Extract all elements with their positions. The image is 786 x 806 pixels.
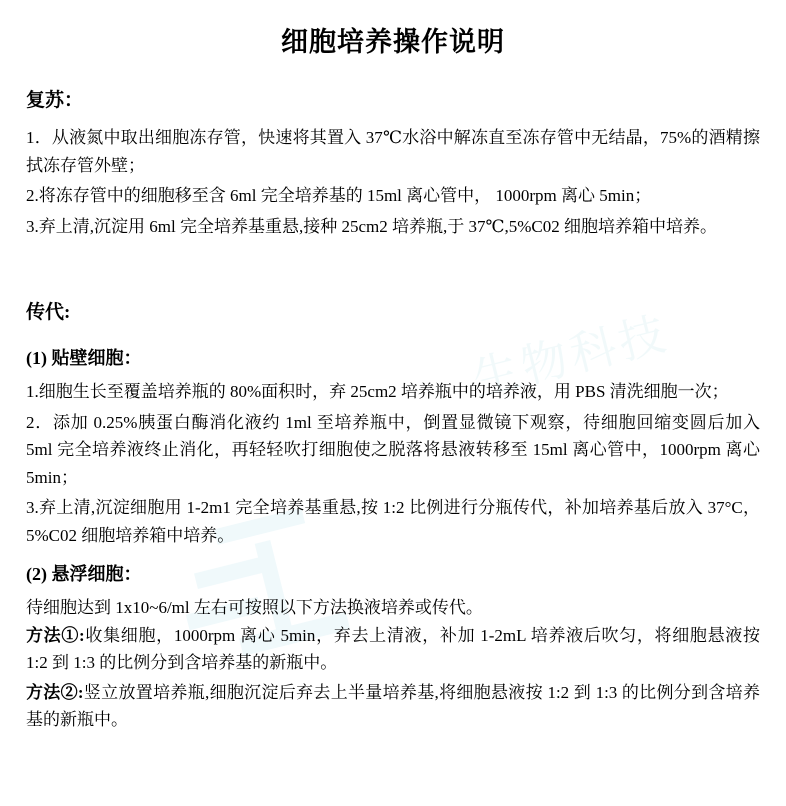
paragraph: 1．从液氮中取出细胞冻存管，快速将其置入 37℃水浴中解冻直至冻存管中无结晶，75%的酒精擦拭冻存管外壁； [26, 128, 760, 175]
spacer [26, 552, 760, 560]
document-content [26, 20, 760, 734]
section-heading-passage: 传代: [26, 302, 71, 324]
watermark-text: 生物科技 [467, 306, 675, 406]
method-item [26, 622, 760, 677]
method-label: 方法②: [26, 682, 84, 702]
page-title: 细胞培养操作说明 [281, 27, 505, 57]
paragraph: 3.弃上清,沉淀用 6ml 完全培养基重悬,接种 25cm2 培养瓶,于 37℃,5%C02 细胞培养箱中培养。 [26, 216, 717, 236]
method-text: 竖立放置培养瓶,细胞沉淀后弃去上半量培养基,将细胞悬液按 1:2 到 1:3 的比例分到含培养基的新瓶中。 [26, 682, 760, 730]
section-spacer [26, 243, 760, 297]
subsection-heading-adherent: (1) 贴壁细胞： [26, 348, 142, 369]
method-label: 方法①: [26, 625, 85, 645]
paragraph: 待细胞达到 1x10~6/ml 左右可按照以下方法换液培养或传代。 [26, 598, 483, 618]
spacer [26, 336, 760, 344]
method-text: 收集细胞，1000rpm 离心 5min，弃去上清液，补加 1-2mL 培养液后吹匀，将细胞悬液按 1:2 到 1:3 的比例分到含培养基的新瓶中。 [26, 625, 760, 673]
section-heading-recovery: 复苏： [26, 90, 84, 111]
paragraph: 1.细胞生长至覆盖培养瓶的 80%面积时，弃 25cm2 培养瓶中的培养液，用 PBS 清洗细胞一次； [26, 382, 729, 402]
method-item [26, 679, 760, 734]
paragraph: 2.将冻存管中的细胞移至含 6ml 完全培养基的 15ml 离心管中， 1000rpm 离心 5min； [26, 186, 652, 206]
subsection-heading-suspension: (2) 悬浮细胞： [26, 564, 142, 585]
paragraph: 3.弃上清,沉淀细胞用 1-2m1 完全培养基重悬,按 1:2 比例进行分瓶传代，补加培养基后放入 37°C，5%C02 细胞培养箱中培养。 [26, 498, 760, 545]
paragraph: 2．添加 0.25%胰蛋白酶消化液约 1ml 至培养瓶中，倒置显微镜下观察，待细胞回缩变圆后加入 5ml 完全培养液终止消化，再轻轻吹打细胞使之脱落将悬液转移至 15ml 离心管中，1000rpm 离心 5min； [26, 412, 760, 487]
